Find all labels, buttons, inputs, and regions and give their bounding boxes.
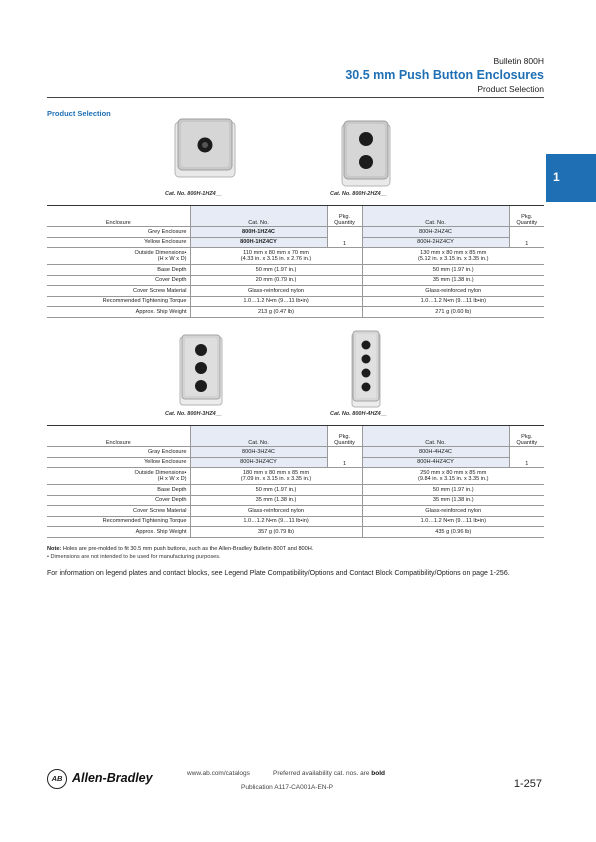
table1-row-label: Cover Depth: [47, 275, 190, 286]
note-bold-label: Note:: [47, 546, 62, 552]
table-note: [47, 545, 544, 561]
table2-row-value-a: 1.0…1.2 N•m (9…11 lb•in): [190, 516, 362, 527]
catalog-url-link[interactable]: www.ab.com/catalogs: [187, 770, 250, 777]
table2-row-value-b: 50 mm (1.97 in.): [362, 485, 544, 496]
table1-row-value-a: 50 mm (1.97 in.): [190, 265, 362, 276]
table1-row-value-b: Glass-reinforced nylon: [362, 286, 544, 297]
table1-grey-label: Grey Enclosure: [47, 227, 190, 238]
table2-row-label: Recommended Tightening Torque: [47, 516, 190, 527]
caption-3hz4: Cat. No. 800H-3HZ4__: [165, 411, 222, 417]
table1-head-qty-b: Pkg. Quantity: [509, 206, 544, 227]
table2-row-value-b: 250 mm x 80 mm x 85 mm (9.84 in. x 3.15 in. x 3.35 in.): [362, 468, 544, 485]
table1-row-label: Base Depth: [47, 265, 190, 276]
table1-row-value-a: 20 mm (0.79 in.): [190, 275, 362, 286]
spec-table-2: [47, 425, 544, 538]
table1-head-enclosure: Enclosure: [47, 206, 190, 227]
table2-grey-label: Gray Enclosure: [47, 447, 190, 458]
table2-yellow-label: Yellow Enclosure: [47, 457, 190, 468]
table2-row-label: Cover Depth: [47, 495, 190, 506]
table1-head-qty-a: Pkg. Quantity: [327, 206, 362, 227]
table1-row-value-a: 1.0…1.2 N•m (9…11 lb•in): [190, 296, 362, 307]
table1-yellow-label: Yellow Enclosure: [47, 237, 190, 248]
table2-qty-b: 1: [509, 447, 544, 468]
spec-table-1: [47, 205, 544, 318]
table2-row-value-a: 357 g (0.79 lb): [190, 527, 362, 538]
publication-number: Publication A117-CA001A-EN-P: [241, 784, 334, 791]
caption-1hz4: Cat. No. 800H-1HZ4__: [165, 191, 222, 197]
table2-head-enclosure: Enclosure: [47, 426, 190, 447]
allen-bradley-logo-icon: AB: [47, 769, 67, 789]
table1-qty-b: 1: [509, 227, 544, 248]
header-divider: [47, 97, 544, 98]
table1-row-label: Recommended Tightening Torque: [47, 296, 190, 307]
enclosure-1-image: [174, 118, 236, 178]
table1-row-value-b: 271 g (0.60 lb): [362, 307, 544, 318]
table2-row-label: Outside Dimensions• (H x W x D): [47, 468, 190, 485]
table1-row-value-b: 50 mm (1.97 in.): [362, 265, 544, 276]
enclosure-3-image: [178, 334, 224, 406]
bulletin-label: Bulletin 800H: [493, 56, 544, 66]
table1-grey-cat-a: 800H-1HZ4C: [190, 227, 327, 238]
table2-row-value-a: 35 mm (1.38 in.): [190, 495, 362, 506]
note-text: Holes are pre-molded to fit 30.5 mm push buttons, such as the Allen-Bradley Bulletin 800T and 800H.: [61, 546, 314, 552]
table2-row-value-a: 50 mm (1.97 in.): [190, 485, 362, 496]
page-title: 30.5 mm Push Button Enclosures: [345, 68, 544, 82]
table1-head-catno-a: Cat. No.: [190, 206, 327, 227]
table2-qty-a: 1: [327, 447, 362, 468]
table1-row-value-a: 213 g (0.47 lb): [190, 307, 362, 318]
table2-row-value-b: 35 mm (1.38 in.): [362, 495, 544, 506]
chapter-tab-number: 1: [553, 170, 560, 184]
table2-row-value-b: 435 g (0.96 lb): [362, 527, 544, 538]
table1-qty-a: 1: [327, 227, 362, 248]
section-heading: Product Selection: [47, 109, 111, 118]
table2-row-label: Cover Screw Material: [47, 506, 190, 517]
table2-yellow-cat-b: 800H-4HZ4CY: [362, 457, 509, 468]
table1-row-label: Cover Screw Material: [47, 286, 190, 297]
table1-row-value-a: 110 mm x 80 mm x 70 mm (4.33 in. x 3.15 in. x 2.76 in.): [190, 248, 362, 265]
page-subtitle: Product Selection: [477, 84, 544, 94]
enclosure-4-image: [350, 330, 382, 408]
table1-row-value-b: 1.0…1.2 N•m (9…11 lb•in): [362, 296, 544, 307]
table1-row-label: Outside Dimensions• (H x W x D): [47, 248, 190, 265]
table2-row-value-a: 180 mm x 80 mm x 85 mm (7.09 in. x 3.15 in. x 3.35 in.): [190, 468, 362, 485]
dimension-footnote: • Dimensions are not intended to be used for manufacturing purposes.: [47, 554, 221, 560]
table2-row-value-b: Glass-reinforced nylon: [362, 506, 544, 517]
table1-row-value-b: 35 mm (1.38 in.): [362, 275, 544, 286]
table1-row-value-b: 130 mm x 80 mm x 85 mm (5.12 in. x 3.15 in. x 3.35 in.): [362, 248, 544, 265]
brand-name: Allen-Bradley: [72, 771, 153, 785]
table1-head-catno-b: Cat. No.: [362, 206, 509, 227]
enclosure-2-image: [340, 120, 392, 188]
caption-4hz4: Cat. No. 800H-4HZ4__: [330, 411, 387, 417]
caption-2hz4: Cat. No. 800H-2HZ4__: [330, 191, 387, 197]
table1-row-value-a: Glass-reinforced nylon: [190, 286, 362, 297]
table2-row-label: Base Depth: [47, 485, 190, 496]
table1-grey-cat-b: 800H-2HZ4C: [362, 227, 509, 238]
preferred-availability-note: Preferred availability cat. nos. are bold: [273, 770, 385, 777]
page-number: 1-257: [513, 778, 542, 790]
table2-head-catno-a: Cat. No.: [190, 426, 327, 447]
table2-head-qty-b: Pkg. Quantity: [509, 426, 544, 447]
table2-row-value-a: Glass-reinforced nylon: [190, 506, 362, 517]
table1-row-label: Approx. Ship Weight: [47, 307, 190, 318]
table2-grey-cat-a: 800H-3HZ4C: [190, 447, 327, 458]
info-paragraph: For information on legend plates and contact blocks, see Legend Plate Compatibility/Options and Contact Block Compatibility/Options on page 1-256.: [47, 570, 510, 577]
table2-head-qty-a: Pkg. Quantity: [327, 426, 362, 447]
table2-grey-cat-b: 800H-4HZ4C: [362, 447, 509, 458]
table1-yellow-cat-a: 800H-1HZ4CY: [190, 237, 327, 248]
table1-yellow-cat-b: 800H-2HZ4CY: [362, 237, 509, 248]
table2-row-value-b: 1.0…1.2 N•m (9…11 lb•in): [362, 516, 544, 527]
table2-row-label: Approx. Ship Weight: [47, 527, 190, 538]
chapter-tab[interactable]: [546, 154, 596, 202]
table2-head-catno-b: Cat. No.: [362, 426, 509, 447]
table2-yellow-cat-a: 800H-3HZ4CY: [190, 457, 327, 468]
